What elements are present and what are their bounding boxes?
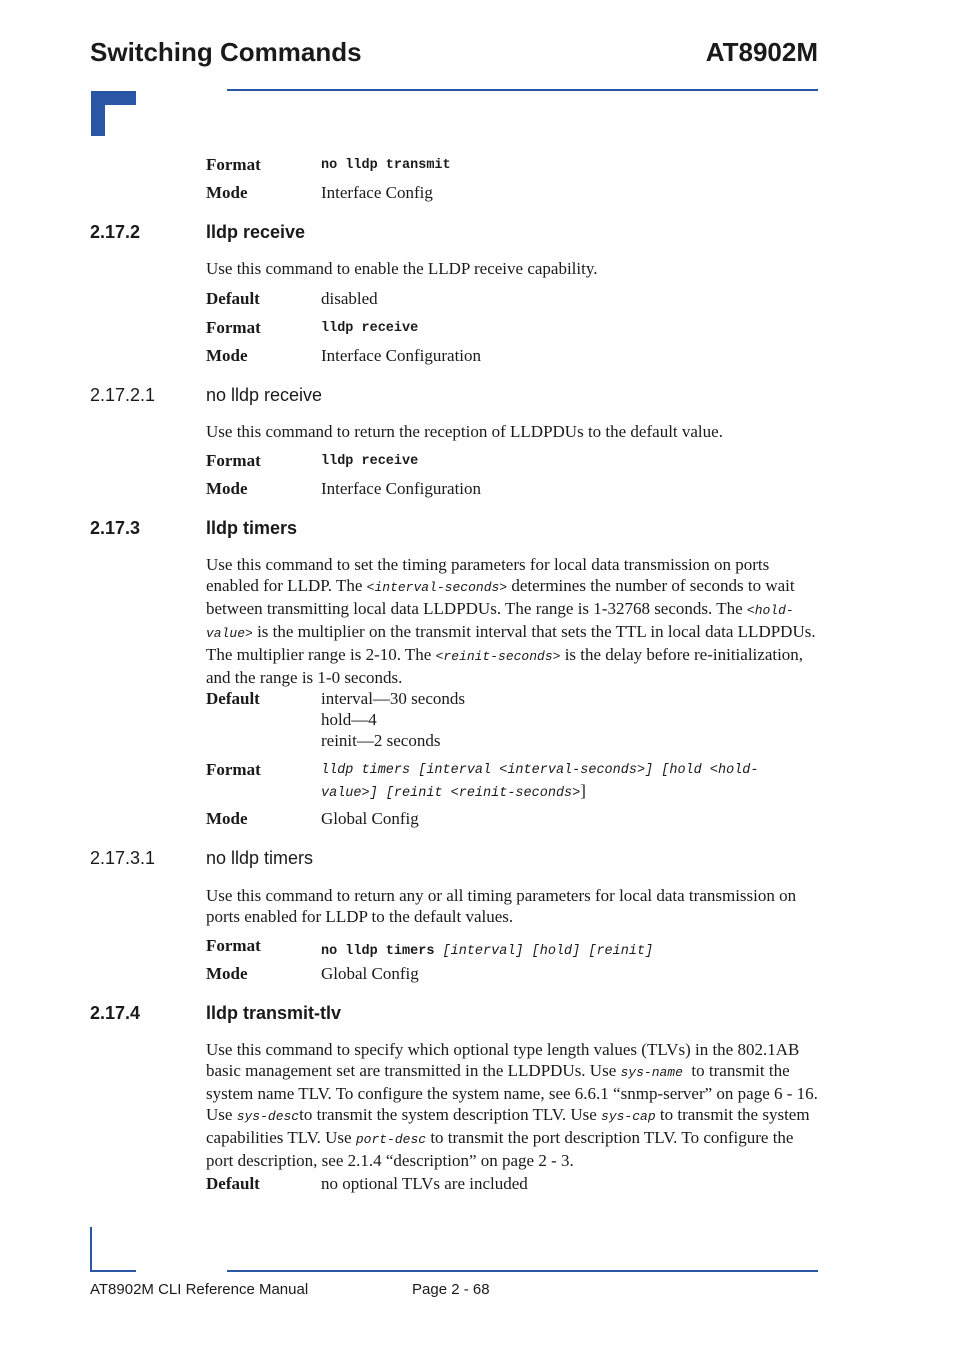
format-label: Format — [206, 760, 261, 779]
mode-label: Mode — [206, 346, 248, 365]
format-bracket: ] — [580, 781, 586, 800]
corner-mark-top-stem — [91, 91, 105, 136]
section-heading — [90, 222, 306, 243]
section-description: Use this command to return any or all timing parameters for local data transmission on ports enabled for LLDP to the default values. — [206, 886, 797, 926]
default-value: hold—4 — [321, 710, 377, 729]
param-port-desc: port-desc — [355, 1132, 427, 1147]
section-number: 2.17.3.1 — [90, 848, 156, 868]
format-command: no lldp timers — [321, 944, 435, 959]
mode-label: Mode — [206, 809, 248, 828]
section-title: lldp transmit-tlv — [206, 1003, 342, 1023]
desc-text: is the delay before re-initialization, and the range is 1-0 seconds. — [206, 645, 804, 687]
mode-label: Mode — [206, 964, 248, 983]
section-description: Use this command to return the reception of LLDPDUs to the default value. — [206, 422, 723, 441]
format-value: lldp timers [interval <interval-seconds>] [hold <hold- — [321, 763, 759, 778]
format-args: [interval] [hold] [reinit] — [434, 944, 654, 959]
mode-value: Interface Configuration — [321, 479, 482, 498]
section-description: Use this command to enable the LLDP receive capability. — [206, 259, 598, 278]
section-number: 2.17.2.1 — [90, 385, 156, 405]
footer-manual-title: AT8902M CLI Reference Manual — [90, 1281, 309, 1298]
mode-value: Global Config — [321, 964, 419, 983]
section-description — [206, 1039, 823, 1171]
format-label: Format — [206, 451, 261, 470]
section-heading — [90, 1003, 342, 1024]
footer-page-number: Page 2 - 68 — [412, 1281, 490, 1298]
mode-value: Interface Config — [321, 183, 433, 202]
section-title: lldp timers — [206, 518, 298, 538]
format-value — [321, 781, 586, 801]
param-sys-cap: sys-cap — [601, 1109, 656, 1124]
format-value — [321, 939, 653, 959]
desc-text: to transmit the port description TLV. To configure the port description, see 2.1.4 “description” on page 2 - 3. — [206, 1128, 794, 1170]
desc-text: to transmit the system description TLV. Use — [299, 1105, 602, 1124]
desc-text: is the multiplier on the transmit interval that sets the TTL in local data LLDPDUs. The multiplier range is 2-10. The — [206, 622, 816, 664]
section-number: 2.17.2 — [90, 222, 141, 242]
product-name: AT8902M — [705, 37, 818, 67]
default-label: Default — [206, 1174, 260, 1193]
section-title: no lldp receive — [206, 385, 323, 405]
format-value-line: value>] [reinit <reinit-seconds> — [321, 786, 581, 801]
mode-value: Interface Configuration — [321, 346, 482, 365]
format-value: lldp receive — [321, 454, 419, 469]
format-label: Format — [206, 318, 261, 337]
param-reinit-seconds: <reinit-seconds> — [435, 649, 561, 664]
desc-text: to transmit the system name TLV. To configure the system name, see 6.6.1 “snmp-server” on page 6 - 16. Use — [206, 1061, 823, 1124]
desc-text: to transmit the system capabilities TLV. Use — [206, 1105, 810, 1147]
subsection-heading — [90, 848, 314, 869]
default-value: disabled — [321, 289, 378, 308]
default-label: Default — [206, 689, 260, 708]
mode-value: Global Config — [321, 809, 419, 828]
mode-label: Mode — [206, 479, 248, 498]
section-title: lldp receive — [206, 222, 306, 242]
section-title: no lldp timers — [206, 848, 314, 868]
default-value: interval—30 seconds — [321, 689, 465, 708]
format-label: Format — [206, 155, 261, 174]
corner-mark-bottom-stem — [90, 1227, 92, 1272]
section-number: 2.17.3 — [90, 518, 141, 538]
section-description — [206, 554, 818, 688]
corner-mark-bottom — [90, 1270, 136, 1272]
format-label: Format — [206, 936, 261, 955]
section-number: 2.17.4 — [90, 1003, 141, 1023]
header-title: Switching Commands — [90, 37, 362, 67]
param-sys-desc: sys-desc — [236, 1109, 300, 1124]
section-heading — [90, 518, 298, 539]
format-value: lldp receive — [321, 321, 419, 336]
format-value: no lldp transmit — [321, 158, 451, 173]
default-label: Default — [206, 289, 260, 308]
desc-text: determines the number of seconds to wait between transmitting local data LLDPDUs. The range is 1-32768 seconds. The — [206, 576, 795, 618]
default-value: reinit—2 seconds — [321, 731, 441, 750]
desc-text: Use this command to set the timing parameters for local data transmission on ports enabled for LLDP. The — [206, 555, 770, 595]
param-sys-name: sys-name — [620, 1065, 683, 1080]
param-hold-value: <hold-value> — [206, 603, 794, 641]
param-interval-seconds: <interval-seconds> — [366, 580, 508, 595]
subsection-heading — [90, 385, 323, 406]
default-value: no optional TLVs are included — [321, 1174, 528, 1193]
header-rule — [227, 89, 818, 91]
footer-rule — [227, 1270, 818, 1272]
mode-label: Mode — [206, 183, 248, 202]
desc-text: Use this command to specify which optional type length values (TLVs) in the 802.1AB basic management set are transmitted in the LLDPDUs. Use — [206, 1040, 800, 1080]
